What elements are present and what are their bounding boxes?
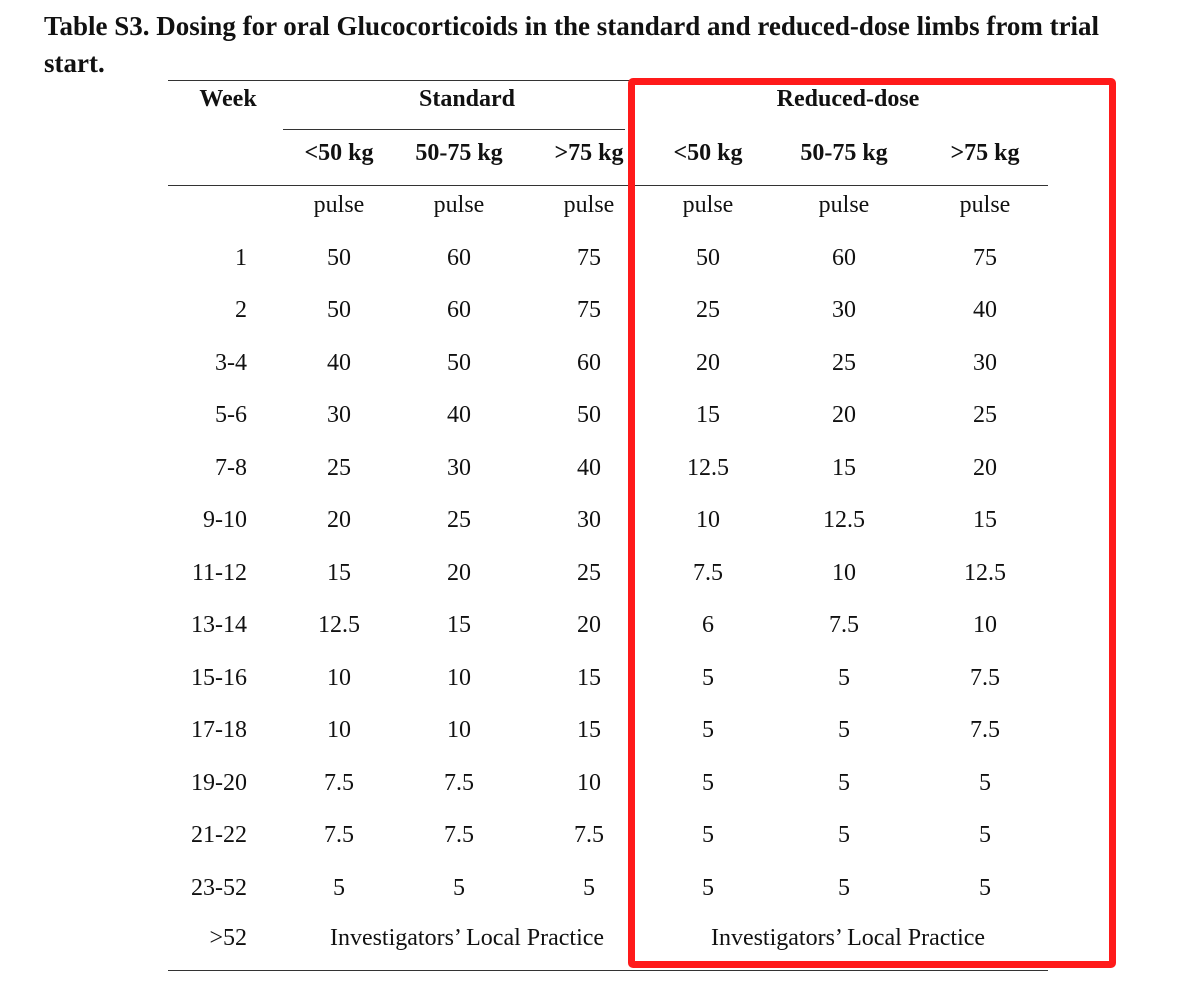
dose-cell: 75 <box>973 244 997 271</box>
dose-cell: 5 <box>838 717 850 743</box>
dose-cell: 15 <box>696 402 720 428</box>
dose-cell: 10 <box>696 507 720 533</box>
dose-cell: 10 <box>832 559 856 586</box>
week-cell: 19-20 <box>191 769 247 796</box>
week-cell: >52 <box>209 925 247 951</box>
dose-cell: 5 <box>333 874 345 901</box>
dose-cell: 30 <box>327 402 351 428</box>
dose-cell: 12.5 <box>318 612 360 638</box>
dose-cell: 60 <box>447 244 471 271</box>
weight-header: >75 kg <box>950 140 1020 166</box>
dose-cell: 10 <box>327 664 351 691</box>
dose-cell: 7.5 <box>444 822 474 848</box>
dose-cell: 40 <box>447 402 471 428</box>
dose-cell: 5 <box>979 874 991 901</box>
weight-header: <50 kg <box>673 140 743 166</box>
weight-header: >75 kg <box>554 140 624 166</box>
dose-cell: 25 <box>973 402 997 428</box>
pulse-label: pulse <box>433 192 485 218</box>
dose-cell: 15 <box>327 559 351 586</box>
dose-cell: 15 <box>577 664 601 691</box>
dose-cell: 5 <box>702 822 714 848</box>
dose-cell: 15 <box>447 612 471 638</box>
dose-cell: 5 <box>838 822 850 848</box>
dose-cell: 40 <box>577 454 601 481</box>
dose-cell: 5 <box>702 717 714 743</box>
dose-cell: 7.5 <box>970 717 1000 743</box>
dose-cell: 10 <box>577 769 601 796</box>
dose-cell: 50 <box>327 297 351 323</box>
dose-cell: 5 <box>453 874 465 901</box>
dose-cell: 10 <box>973 612 997 638</box>
dose-cell: 5 <box>702 769 714 796</box>
reduced-local-practice: Investigators’ Local Practice <box>710 925 986 951</box>
dose-cell: 12.5 <box>823 507 865 533</box>
week-cell: 7-8 <box>215 454 247 481</box>
week-cell: 9-10 <box>203 507 247 533</box>
week-cell: 13-14 <box>191 612 247 638</box>
dose-cell: 30 <box>447 454 471 481</box>
dose-cell: 50 <box>447 349 471 376</box>
dose-cell: 50 <box>577 402 601 428</box>
dose-cell: 20 <box>973 454 997 481</box>
week-cell: 15-16 <box>191 664 247 691</box>
dose-cell: 75 <box>577 297 601 323</box>
dose-cell: 30 <box>973 349 997 376</box>
weight-header: 50-75 kg <box>415 140 503 166</box>
dose-cell: 25 <box>696 297 720 323</box>
dose-cell: 60 <box>577 349 601 376</box>
dose-cell: 10 <box>327 717 351 743</box>
dose-cell: 60 <box>832 244 856 271</box>
dose-cell: 5 <box>838 769 850 796</box>
dose-cell: 40 <box>327 349 351 376</box>
dose-cell: 5 <box>702 664 714 691</box>
week-header: Week <box>199 86 257 112</box>
weight-header: 50-75 kg <box>800 140 888 166</box>
dose-cell: 7.5 <box>444 769 474 796</box>
week-cell: 17-18 <box>191 717 247 743</box>
pulse-label: pulse <box>818 192 870 218</box>
dose-cell: 50 <box>696 244 720 271</box>
dose-cell: 30 <box>577 507 601 533</box>
dose-cell: 10 <box>447 664 471 691</box>
dose-cell: 25 <box>447 507 471 533</box>
standard-header: Standard <box>418 86 516 112</box>
week-cell: 5-6 <box>215 402 247 428</box>
table-top-rule <box>168 80 1048 81</box>
dose-cell: 40 <box>973 297 997 323</box>
dose-cell: 7.5 <box>693 559 723 586</box>
dose-cell: 25 <box>577 559 601 586</box>
dose-cell: 7.5 <box>324 769 354 796</box>
dose-cell: 7.5 <box>574 822 604 848</box>
dose-cell: 5 <box>838 874 850 901</box>
dose-cell: 15 <box>973 507 997 533</box>
dose-cell: 10 <box>447 717 471 743</box>
dose-cell: 5 <box>838 664 850 691</box>
week-cell: 23-52 <box>191 874 247 901</box>
dose-cell: 50 <box>327 244 351 271</box>
dose-cell: 20 <box>832 402 856 428</box>
dose-cell: 12.5 <box>964 559 1006 586</box>
dose-cell: 20 <box>447 559 471 586</box>
table-bottom-rule <box>168 970 1048 971</box>
table-header-rule <box>168 185 1048 186</box>
dose-cell: 5 <box>979 769 991 796</box>
week-cell: 3-4 <box>215 349 247 376</box>
standard-header-divider <box>283 129 625 130</box>
week-cell: 21-22 <box>191 822 247 848</box>
dose-cell: 20 <box>696 349 720 376</box>
week-cell: 2 <box>235 297 247 323</box>
pulse-label: pulse <box>682 192 734 218</box>
dose-cell: 5 <box>583 874 595 901</box>
dose-cell: 15 <box>577 717 601 743</box>
dose-cell: 12.5 <box>687 454 729 481</box>
dose-cell: 25 <box>832 349 856 376</box>
pulse-label: pulse <box>959 192 1011 218</box>
dose-cell: 20 <box>327 507 351 533</box>
dose-cell: 75 <box>577 244 601 271</box>
dose-cell: 5 <box>979 822 991 848</box>
dose-cell: 60 <box>447 297 471 323</box>
pulse-label: pulse <box>313 192 365 218</box>
table-caption: Table S3. Dosing for oral Glucocorticoids in the standard and reduced-dose limbs from trial start. <box>44 11 1100 78</box>
dose-cell: 7.5 <box>829 612 859 638</box>
week-cell: 1 <box>235 244 247 271</box>
dose-cell: 7.5 <box>324 822 354 848</box>
weight-header: <50 kg <box>304 140 374 166</box>
dose-cell: 30 <box>832 297 856 323</box>
dose-cell: 6 <box>702 612 714 638</box>
pulse-label: pulse <box>563 192 615 218</box>
reduced-dose-header: Reduced-dose <box>776 86 920 112</box>
dose-cell: 25 <box>327 454 351 481</box>
dose-cell: 7.5 <box>970 664 1000 691</box>
dose-cell: 20 <box>577 612 601 638</box>
standard-local-practice: Investigators’ Local Practice <box>329 925 605 951</box>
dose-cell: 5 <box>702 874 714 901</box>
week-cell: 11-12 <box>191 559 247 586</box>
dose-cell: 15 <box>832 454 856 481</box>
